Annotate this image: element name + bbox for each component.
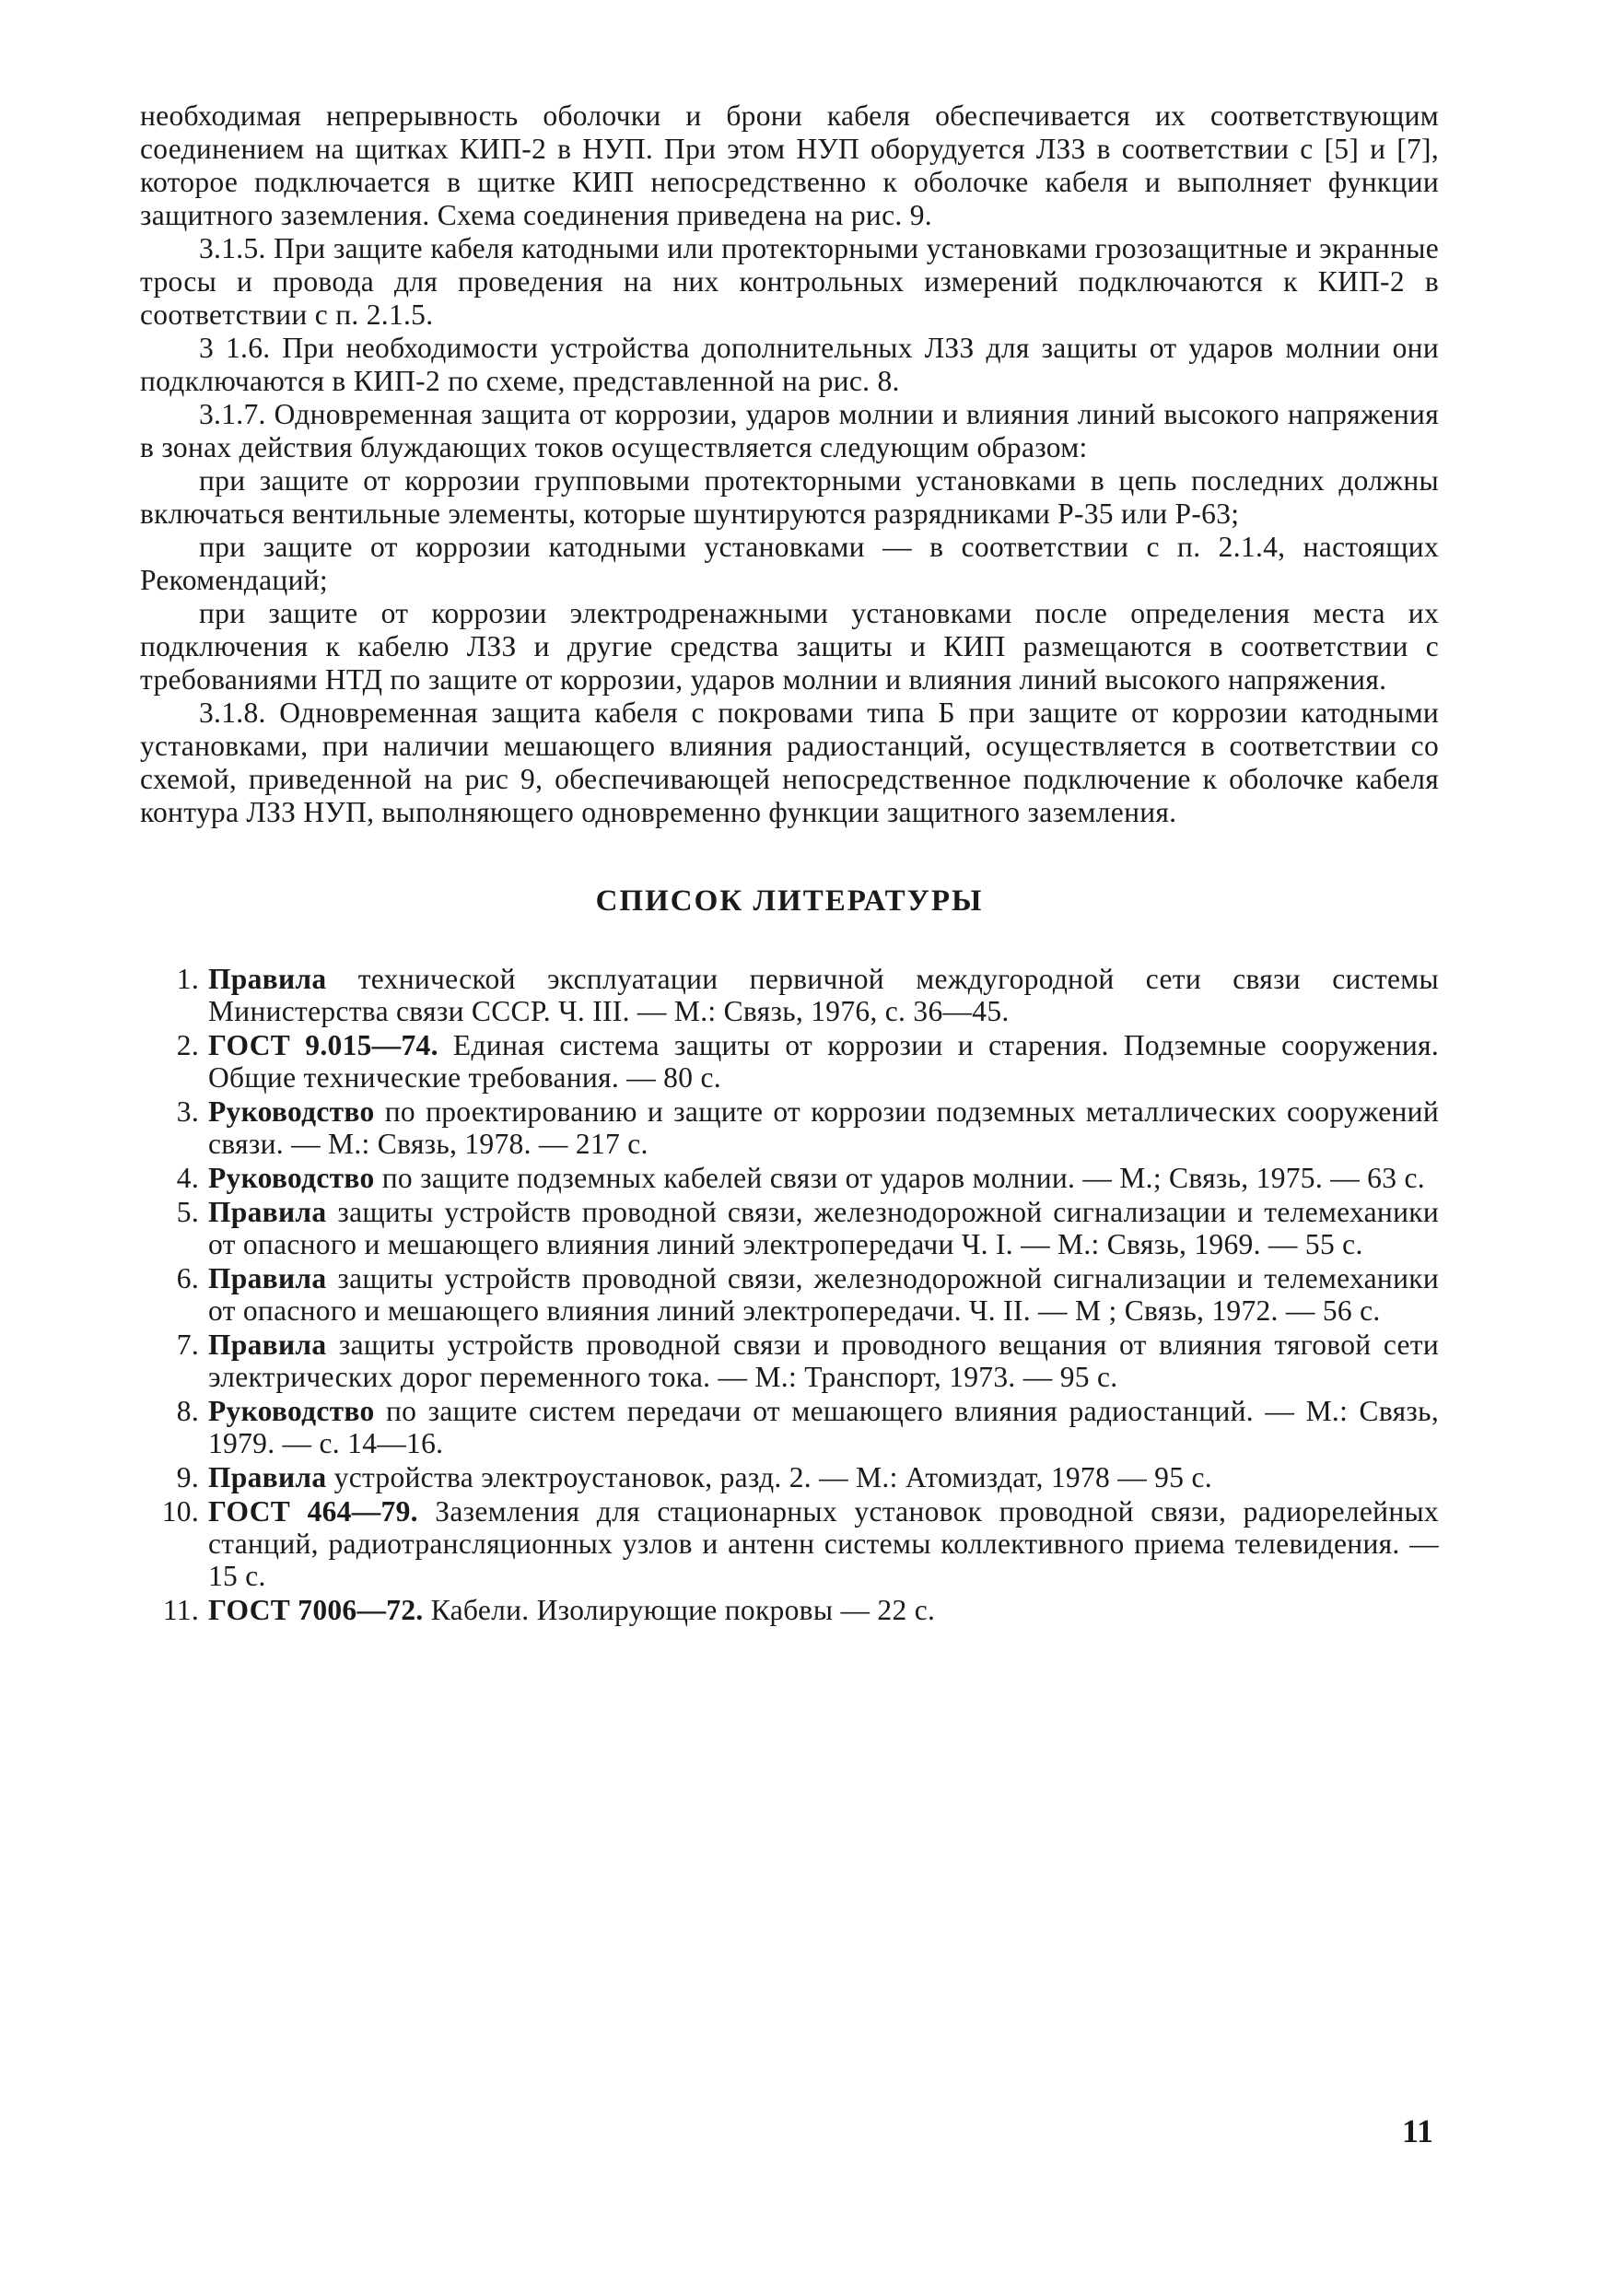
paragraph: 3.1.5. При защите кабеля катодными или протекторными установками грозозащитные и экранные тросы и провода для проведения на них контрольных измерений подключаются к КИП-2 в соответствии с п. 2.1.5.	[140, 232, 1439, 331]
reference-text: по проектированию и защите от коррозии подземных металлических сооружений связи. — М.: Связь, 1978. — 217 с.	[208, 1095, 1439, 1160]
reference-text: Заземления для стационарных установок проводной связи, радиорелейных станций, радиотрансляционных узлов и антенн системы коллективного приема телевидения. — 15 с.	[208, 1495, 1439, 1592]
page-number: 11	[1402, 2113, 1434, 2149]
paragraph: 3.1.7. Одновременная защита от коррозии, ударов молнии и влияния линий высокого напряжения в зонах действия блуждающих токов осуществляется следующим образом:	[140, 398, 1439, 463]
reference-text: защиты устройств проводной связи и проводного вещания от влияния тяговой сети электрических дорог переменного тока. — М.: Транспорт, 1973. — 95 с.	[208, 1329, 1439, 1393]
reference-item	[140, 963, 1439, 1027]
paragraph: необходимая непрерывность оболочки и брони кабеля обеспечивается их соответствующим соединением на щитках КИП-2 в НУП. При этом НУП оборудуется ЛЗЗ в соответствии с [5] и [7], которое подключается в щитке КИП непосредственно к оболочке кабеля и выполняет функции защитного заземления. Схема соединения приведена на рис. 9.	[140, 100, 1439, 231]
reference-number: 3.	[176, 1095, 199, 1128]
references-list	[140, 963, 1439, 1626]
reference-lead: Правила	[208, 1262, 327, 1294]
reference-number: 8.	[176, 1395, 199, 1427]
paragraph: при защите от коррозии групповыми протекторными установками в цепь последних должны включаться вентильные элементы, которые шунтируются разрядниками Р-35 или Р-63;	[140, 464, 1439, 530]
reference-lead: ГОСТ 464—79.	[208, 1495, 418, 1528]
reference-item	[140, 1329, 1439, 1393]
reference-lead: Руководство	[208, 1395, 375, 1427]
reference-text: устройства электроустановок, разд. 2. — М.: Атомиздат, 1978 — 95 с.	[326, 1461, 1212, 1493]
paragraph: при защите от коррозии катодными установками — в соответствии с п. 2.1.4, настоящих Рекомендаций;	[140, 531, 1439, 596]
reference-number: 2.	[176, 1029, 199, 1061]
reference-text: по защите подземных кабелей связи от ударов молнии. — М.; Связь, 1975. — 63 с.	[374, 1162, 1425, 1194]
paragraph: 3.1.8. Одновременная защита кабеля с покровами типа Б при защите от коррозии катодными установками, при наличии мешающего влияния радиостанций, осуществляется в соответствии со схемой, приведенной на рис 9, обеспечивающей непосредственное подключение к оболочке кабеля контура ЛЗЗ НУП, выполняющего одновременно функции защитного заземления.	[140, 697, 1439, 828]
reference-lead: Правила	[208, 1196, 327, 1228]
reference-lead: ГОСТ 9.015—74.	[208, 1029, 438, 1061]
reference-item	[140, 1095, 1439, 1160]
reference-item	[140, 1029, 1439, 1094]
reference-number: 4.	[176, 1162, 199, 1194]
reference-lead: Правила	[208, 1329, 327, 1361]
reference-item	[140, 1162, 1439, 1194]
reference-number: 6.	[176, 1262, 199, 1294]
reference-number: 1.	[176, 963, 199, 995]
reference-lead: ГОСТ 7006—72.	[208, 1594, 424, 1626]
reference-number: 11.	[162, 1594, 199, 1626]
body-text	[140, 100, 1439, 829]
reference-item	[140, 1395, 1439, 1459]
reference-text: технической эксплуатации первичной междугородной сети связи системы Министерства связи СССР. Ч. III. — М.: Связь, 1976, с. 36—45.	[208, 963, 1439, 1027]
reference-lead: Правила	[208, 1461, 327, 1493]
paragraph: при защите от коррозии электродренажными установками после определения места их подключения к кабелю ЛЗЗ и другие средства защиты и КИП размещаются в соответствии с требованиями НТД по защите от коррозии, ударов молнии и влияния линий высокого напряжения.	[140, 597, 1439, 696]
reference-item	[140, 1196, 1439, 1260]
reference-lead: Правила	[208, 963, 327, 995]
reference-number: 9.	[176, 1461, 199, 1493]
reference-lead: Руководство	[208, 1162, 375, 1194]
reference-text: Единая система защиты от коррозии и старения. Подземные сооружения. Общие технические требования. — 80 с.	[208, 1029, 1439, 1094]
references-title: СПИСОК ЛИТЕРАТУРЫ	[595, 884, 984, 918]
reference-text: по защите систем передачи от мешающего влияния радиостанций. — М.: Связь, 1979. — с. 14—16.	[208, 1395, 1439, 1459]
reference-lead: Руководство	[208, 1095, 375, 1128]
reference-item	[140, 1461, 1439, 1493]
reference-number: 5.	[176, 1196, 199, 1228]
reference-item	[140, 1495, 1439, 1592]
reference-text: защиты устройств проводной связи, железнодорожной сигнализации и телемеханики от опасного и мешающего влияния линий электропередачи Ч. I. — М.: Связь, 1969. — 55 с.	[208, 1196, 1439, 1260]
page-content	[140, 100, 1439, 1628]
paragraph: 3 1.6. При необходимости устройства дополнительных ЛЗЗ для защиты от ударов молнии они подключаются в КИП-2 по схеме, представленной на рис. 8.	[140, 332, 1439, 397]
reference-text: Кабели. Изолирующие покровы — 22 с.	[423, 1594, 936, 1626]
reference-item	[140, 1262, 1439, 1327]
reference-number: 7.	[176, 1329, 199, 1361]
reference-number: 10.	[161, 1495, 199, 1528]
reference-text: защиты устройств проводной связи, железнодорожной сигнализации и телемеханики от опасного и мешающего влияния линий электропередачи. Ч. II. — М ; Связь, 1972. — 56 с.	[208, 1262, 1439, 1327]
reference-item	[140, 1594, 1439, 1626]
